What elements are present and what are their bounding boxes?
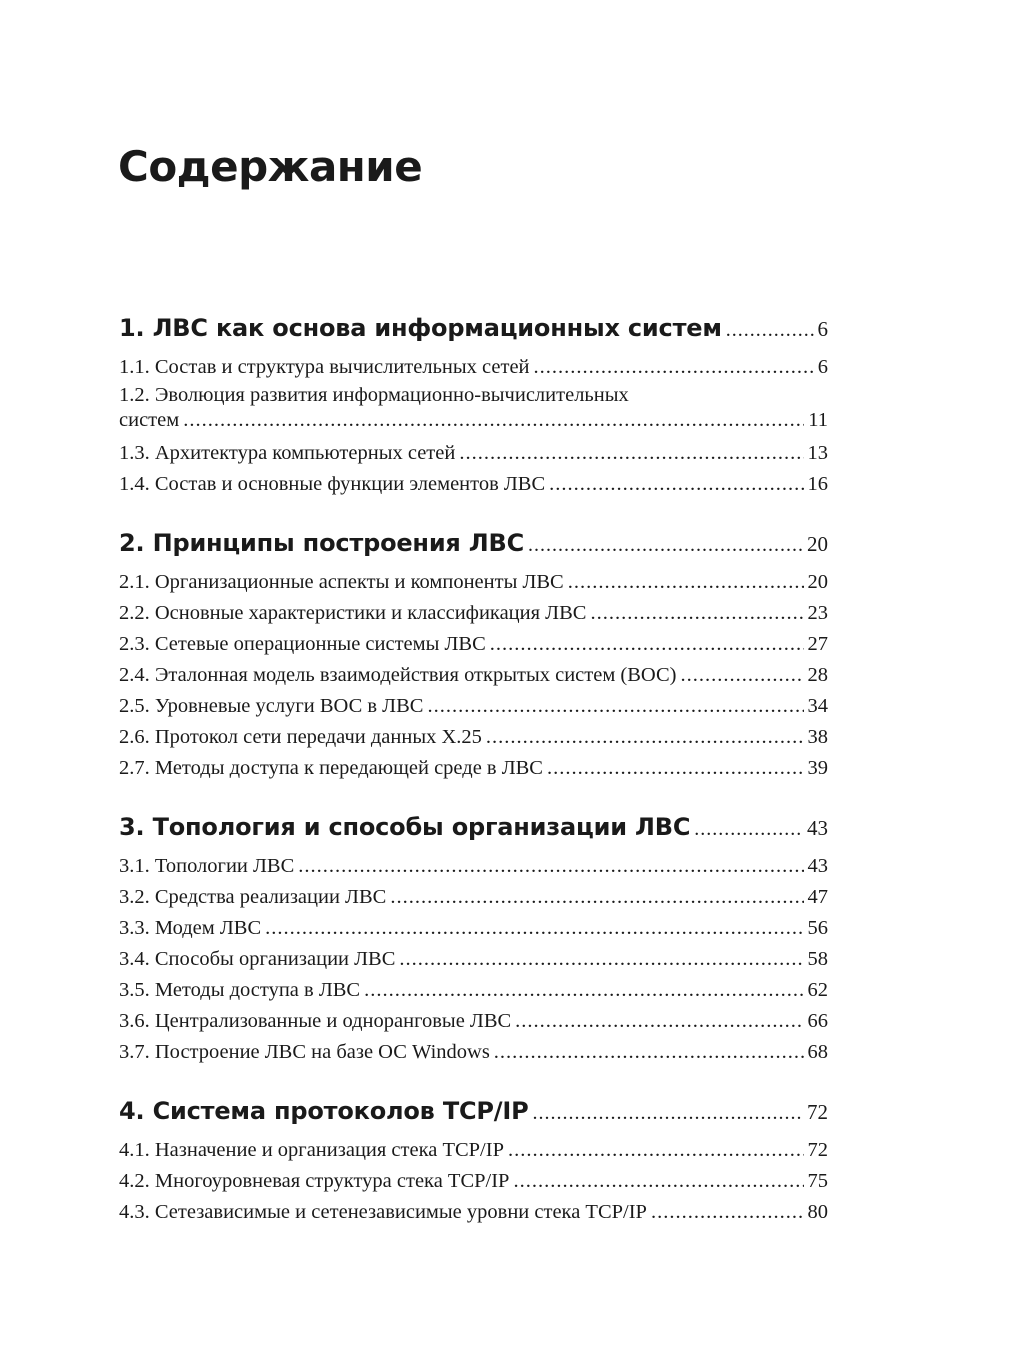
dot-leader [183,407,804,433]
section-title: 3.5. Методы доступа в ЛВС [119,979,361,1001]
section-title: 2.3. Сетевые операционные системы ЛВС [119,633,486,655]
page-number: 80 [807,1201,828,1223]
section-title: 4.2. Многоуровневая структура стека TCP/IP [119,1170,510,1192]
toc-section-3-3[interactable] [119,913,828,944]
toc-chapter-4[interactable] [119,1093,828,1131]
toc-chapter-1[interactable] [119,310,828,348]
dot-leader [494,1037,804,1068]
toc-section-2-3[interactable] [119,629,828,660]
section-title: 2.5. Уровневые услуги ВОС в ЛВС [119,695,424,717]
page-number: 56 [807,917,828,939]
page-number: 43 [807,855,828,877]
page-number: 38 [807,726,828,748]
dot-leader [590,598,803,629]
page-number: 27 [807,633,828,655]
toc-section-3-2[interactable] [119,882,828,913]
dot-leader [515,1006,803,1037]
toc-section-4-2[interactable] [119,1166,828,1197]
section-title: 3.1. Топологии ЛВС [119,855,295,877]
section-title: 3.4. Способы организации ЛВС [119,948,396,970]
dot-leader [534,352,814,383]
toc-chapter-2[interactable] [119,525,828,563]
section-title: 4.1. Назначение и организация стека TCP/IP [119,1139,504,1161]
toc-section-4-3[interactable] [119,1197,828,1228]
chapter-title: 2. Принципы построения ЛВС [119,529,525,557]
section-title: 2.6. Протокол сети передачи данных X.25 [119,726,482,748]
section-title: 1.4. Состав и основные функции элементов ЛВС [119,473,546,495]
page-number: 20 [807,571,828,593]
page-number: 6 [817,356,828,378]
chapter-title: 1. ЛВС как основа информационных систем [119,314,722,342]
toc-section-1-2[interactable] [119,407,828,433]
section-title: 2.2. Основные характеристики и классификация ЛВС [119,602,587,624]
page-number: 72 [807,1100,828,1124]
toc-section-3-4[interactable] [119,944,828,975]
toc-chapter-3[interactable] [119,809,828,847]
page-number: 16 [807,473,828,495]
dot-leader [694,811,803,847]
toc-section-2-1[interactable] [119,567,828,598]
section-title: 2.7. Методы доступа к передающей среде в ЛВС [119,757,543,779]
section-title: 2.4. Эталонная модель взаимодействия открытых систем (ВОС) [119,664,677,686]
section-title: 1.3. Архитектура компьютерных сетей [119,442,456,464]
toc-section-1-4[interactable] [119,469,828,500]
section-title: систем [119,409,180,431]
section-title: 3.2. Средства реализации ЛВС [119,886,387,908]
toc-section-3-7[interactable] [119,1037,828,1068]
dot-leader [513,1166,803,1197]
page-title: Содержание [118,142,423,191]
page-number: 6 [817,317,828,341]
section-title: 4.3. Сетезависимые и сетенезависимые уровни стека TCP/IP [119,1201,647,1223]
toc-section-3-5[interactable] [119,975,828,1006]
page-number: 39 [807,757,828,779]
dot-leader [528,527,803,563]
dot-leader [490,629,804,660]
dot-leader [399,944,803,975]
page-number: 47 [807,886,828,908]
dot-leader [651,1197,804,1228]
toc-section-1-2-line-1[interactable]: 1.2. Эволюция развития информационно-вычислительных [119,384,629,406]
dot-leader [390,882,803,913]
page-number: 13 [807,442,828,464]
toc-section-2-7[interactable] [119,753,828,784]
page-number: 58 [807,948,828,970]
toc-section-1-1[interactable] [119,352,828,383]
dot-leader [568,567,804,598]
page-number: 11 [808,409,828,431]
page-number: 43 [807,816,828,840]
dot-leader [532,1095,803,1131]
page-number: 23 [807,602,828,624]
toc-section-2-4[interactable] [119,660,828,691]
page-number: 75 [807,1170,828,1192]
toc-section-2-2[interactable] [119,598,828,629]
dot-leader [680,660,803,691]
page-number: 34 [807,695,828,717]
page-number: 20 [807,532,828,556]
dot-leader [549,469,803,500]
section-title: 3.7. Построение ЛВС на базе ОС Windows [119,1041,490,1063]
toc-section-4-1[interactable] [119,1135,828,1166]
page-number: 62 [807,979,828,1001]
section-title: 1.1. Состав и структура вычислительных сетей [119,356,530,378]
section-title: 2.1. Организационные аспекты и компоненты ЛВС [119,571,564,593]
dot-leader [265,913,803,944]
dot-leader [547,753,804,784]
dot-leader [486,722,804,753]
dot-leader [427,691,803,722]
toc-section-2-5[interactable] [119,691,828,722]
page-number: 72 [807,1139,828,1161]
table-of-contents [119,310,828,1228]
dot-leader [298,851,803,882]
chapter-title: 4. Система протоколов TCP/IP [119,1097,529,1125]
toc-section-3-1[interactable] [119,851,828,882]
section-title: 3.6. Централизованные и одноранговые ЛВС [119,1010,512,1032]
toc-section-3-6[interactable] [119,1006,828,1037]
dot-leader [364,975,803,1006]
page-number: 28 [807,664,828,686]
dot-leader [726,312,814,348]
chapter-title: 3. Топология и способы организации ЛВС [119,813,691,841]
page-number: 68 [807,1041,828,1063]
dot-leader [508,1135,804,1166]
section-title: 3.3. Модем ЛВС [119,917,262,939]
toc-section-1-3[interactable] [119,438,828,469]
page-number: 66 [807,1010,828,1032]
dot-leader [459,438,803,469]
toc-section-2-6[interactable] [119,722,828,753]
